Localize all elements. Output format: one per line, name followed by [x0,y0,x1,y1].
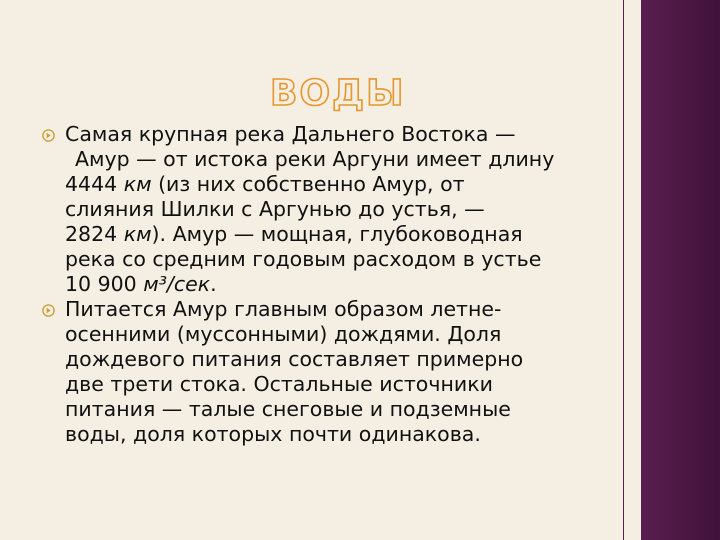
text-line: две трети стока. Остальные источники [65,372,493,396]
side-decoration-bar [641,0,720,540]
text-line: осенними (муссонными) дождями. Доля [65,322,502,346]
paragraph-2 [42,297,610,447]
text-line: Питается Амур главным образом летне- [65,297,502,321]
text-line: питания — талые снеговые и подземные [65,397,511,421]
side-divider-line [623,0,624,540]
text-line: 2824 км). Амур — мощная, глубоководная [65,222,523,246]
text-line: слияния Шилки с Аргунью до устья, — [65,197,485,221]
bullet-icon [42,304,55,317]
text-line: Самая крупная река Дальнего Востока — [65,122,516,146]
paragraph-1 [42,122,610,297]
text-line: дождевого питания составляет примерно [65,347,524,371]
text-line: 10 900 м³/сек. [65,272,217,296]
slide-body [42,122,610,447]
bullet-icon [42,129,55,142]
text-line: река со средним годовым расходом в устье [65,247,542,271]
text-line: Амур — от истока реки Аргуни имеет длину [75,147,555,171]
text-line: 4444 км (из них собственно Амур, от [65,172,465,196]
slide-title: ВОДЫ [270,73,406,114]
text-line: воды, доля которых почти одинакова. [65,422,481,446]
